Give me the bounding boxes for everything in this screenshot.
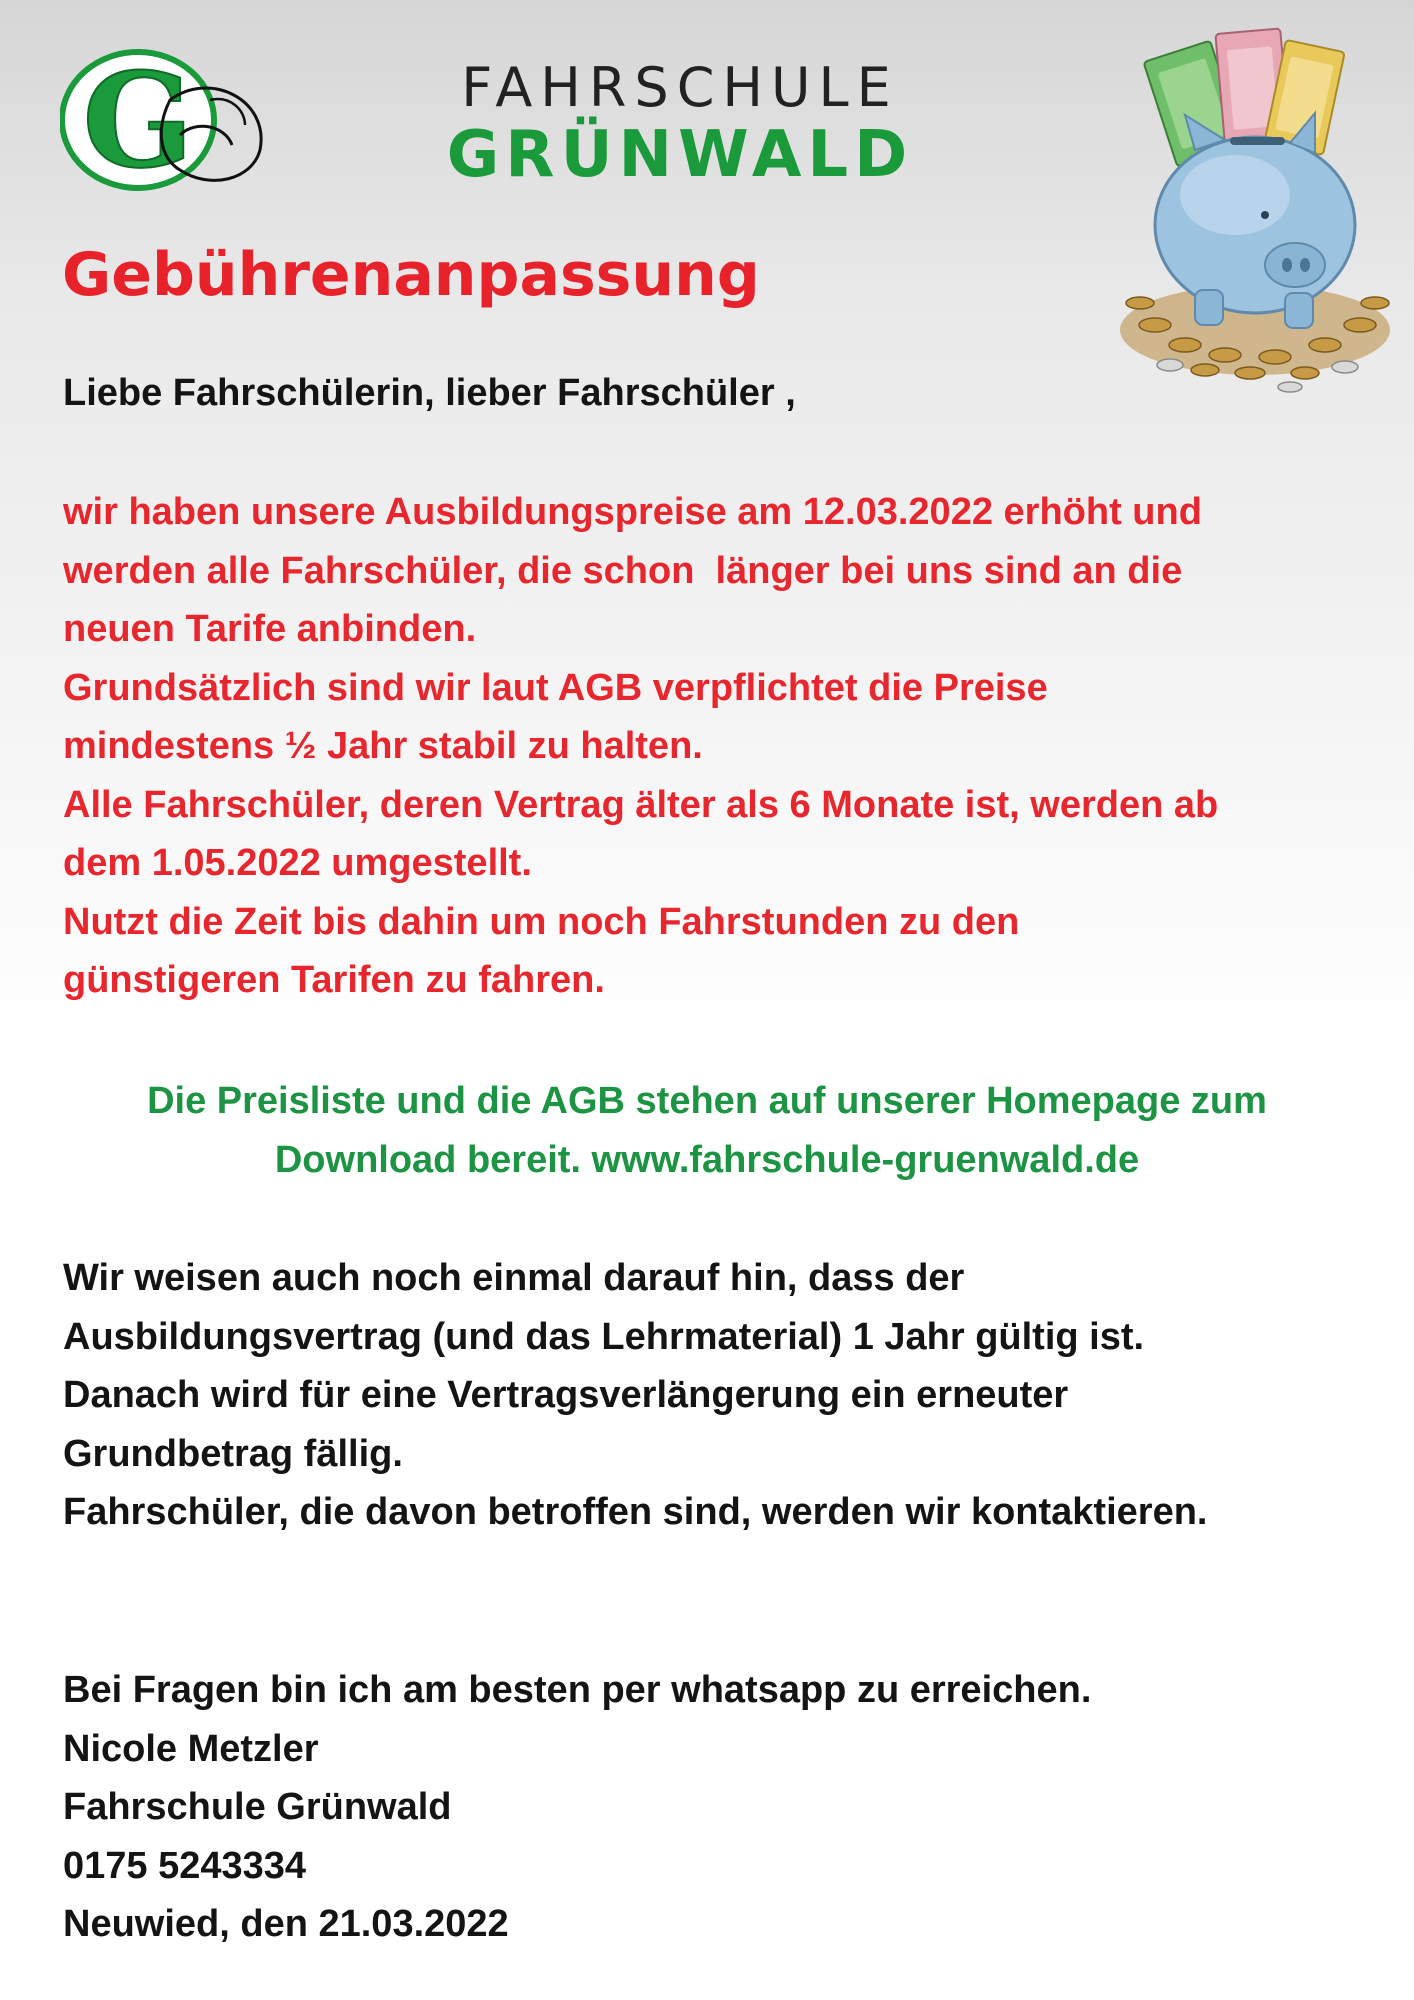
- notice-line: Grundsätzlich sind wir laut AGB verpflichtet die Preise: [63, 666, 1048, 709]
- contact-line: Bei Fragen bin ich am besten per whatsapp zu erreichen.: [63, 1669, 1092, 1711]
- svg-text:G: G: [82, 44, 194, 197]
- notice-line: neuen Tarife anbinden.: [63, 608, 477, 650]
- info-line: Wir weisen auch noch einmal darauf hin, dass der: [63, 1257, 965, 1299]
- notice-line: dem 1.05.2022 umgestellt.: [63, 842, 532, 884]
- info-line: Fahrschüler, die davon betroffen sind, werden wir kontaktieren.: [63, 1491, 1208, 1533]
- notice-line: Alle Fahrschüler, deren Vertrag älter als 6 Monate ist, werden ab: [63, 783, 1219, 826]
- notice-line: wir haben unsere Ausbildungspreise am 12.03.2022 erhöht und: [63, 491, 1202, 533]
- contact-company: Fahrschule Grünwald: [63, 1786, 452, 1828]
- contact-block: [63, 1661, 1091, 1954]
- info-line: Danach wird für eine Vertragsverlängerung ein erneuter: [63, 1374, 1069, 1416]
- download-line: Download bereit. www.fahrschule-gruenwald.de: [274, 1138, 1140, 1181]
- gruenwald-g-logo-icon: [60, 40, 280, 200]
- contract-info: [63, 1249, 1383, 1542]
- download-line: Die Preisliste und die AGB stehen auf unserer Homepage zum: [147, 1080, 1267, 1122]
- notice-line: mindestens ½ Jahr stabil zu halten.: [63, 725, 703, 767]
- info-line: Grundbetrag fällig.: [63, 1432, 403, 1475]
- info-line: Ausbildungsvertrag (und das Lehrmaterial) 1 Jahr gültig ist.: [63, 1315, 1145, 1358]
- price-notice: [63, 483, 1383, 1010]
- page-title: Gebührenanpassung: [62, 240, 760, 310]
- brand-top: FAHRSCHULE: [461, 56, 899, 119]
- piggy-bank-icon: [1115, 25, 1395, 405]
- notice-line: günstigeren Tarifen zu fahren.: [63, 959, 605, 1001]
- brand-name: [380, 58, 980, 192]
- contact-name: Nicole Metzler: [63, 1727, 319, 1770]
- brand-bottom: GRÜNWALD: [446, 118, 914, 192]
- greeting: Liebe Fahrschülerin, lieber Fahrschüler ,: [63, 372, 796, 414]
- download-note: [0, 1072, 1414, 1189]
- contact-phone: 0175 5243334: [63, 1844, 307, 1887]
- notice-line: Nutzt die Zeit bis dahin um noch Fahrstunden zu den: [63, 900, 1020, 943]
- contact-place-date: Neuwied, den 21.03.2022: [63, 1903, 509, 1945]
- notice-line: werden alle Fahrschüler, die schon länger bei uns sind an die: [63, 549, 1183, 592]
